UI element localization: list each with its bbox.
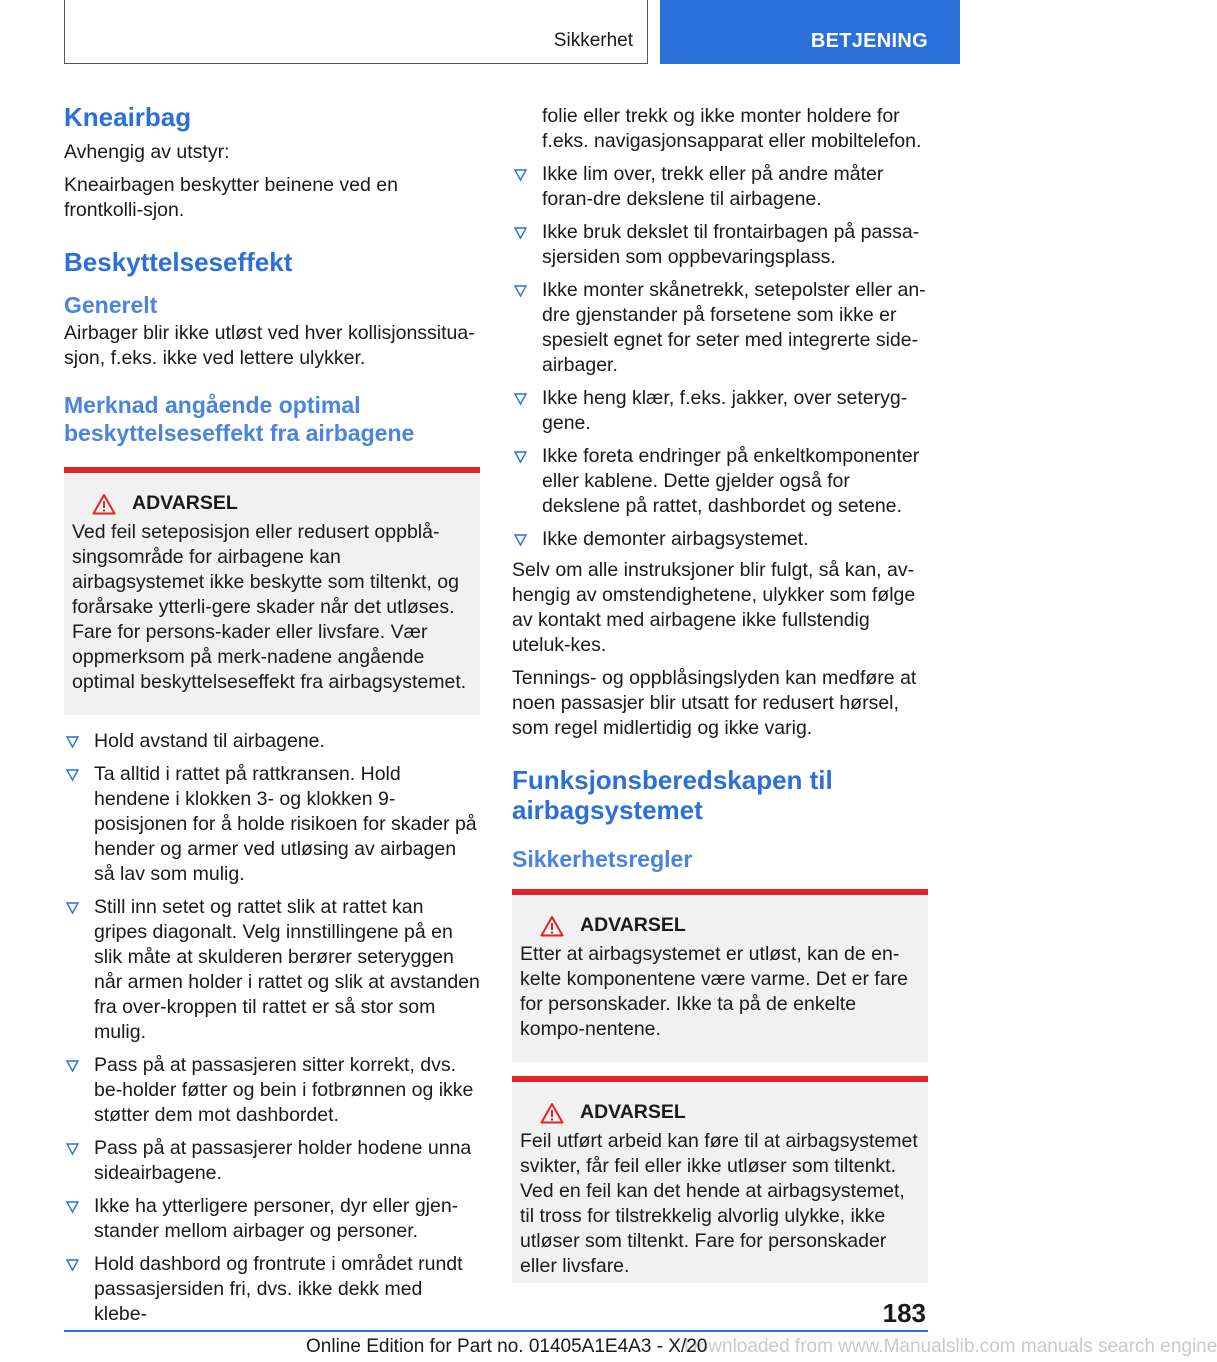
- subsection-title-sikkerhet: Sikkerhetsregler: [512, 846, 693, 872]
- warning-header: [520, 913, 920, 938]
- footer-edition: Online Edition for Part no. 01405A1E4A3 - X/20: [306, 1336, 708, 1357]
- warning-text: Feil utført arbeid kan føre til at airbagsystemet svikter, får feil eller ikke utløser som tiltenkt. Ved en feil kan det hende at airbagsystemet, til tross for tilstrekkelig alvorlig ulykke, ikke utløser som tiltenkt. Fare for personskader eller livsfare.: [520, 1130, 918, 1277]
- list-item-continuation: folie eller trekk og ikke monter holdere for f.eks. navigasjonsapparat eller mobiltelefon.: [542, 105, 922, 152]
- warning-label: ADVARSEL: [580, 1101, 686, 1123]
- watermark: Downloaded from www.Manualslib.com manuals search engine: [684, 1336, 1217, 1357]
- paragraph: Selv om alle instruksjoner blir fulgt, så kan, av-hengig av omstendighetene, ulykker som følge av kontakt med airbagene ikke fullstendig uteluk-kes.: [512, 559, 916, 656]
- subsection-title-merknad: Merknad angående optimal beskyttelseseffekt fra airbagene: [64, 392, 415, 446]
- triangle-bullet-icon: [66, 1143, 79, 1155]
- warning-header: [72, 491, 472, 516]
- section-title-funksjon: Funksjonsberedskapen til airbagsystemet: [512, 765, 833, 825]
- triangle-bullet-icon: [66, 1201, 79, 1213]
- header-chapter-tab: [64, 0, 648, 64]
- header-section-tab: [660, 0, 960, 64]
- list-item: Ikke foreta endringer på enkeltkomponenter eller kablene. Dette gjelder også for dekslene på rattet, dashbordet og setene.: [512, 444, 928, 519]
- triangle-bullet-icon: [514, 169, 527, 181]
- subsection-title-generelt: Generelt: [64, 292, 158, 318]
- triangle-bullet-icon: [66, 1259, 79, 1271]
- triangle-bullet-icon: [514, 534, 527, 546]
- list-item: Hold dashbord og frontrute i området rundt passasjersiden fri, dvs. ikke dekk med klebe-: [64, 1252, 480, 1327]
- list-item: Ikke heng klær, f.eks. jakker, over seteryg-gene.: [512, 386, 928, 436]
- warning-text: Ved feil seteposisjon eller redusert oppblå-singsområde for airbagene kan airbagsystemet ikke beskytte som tiltenkt, og forårsake ytterli-gere skader når det utløses. Fare for persons-kader eller livsfare. Vær oppmerksom på merk-nadene angående optimal beskyttelseseffekt fra airbagsystemet.: [72, 521, 467, 693]
- list-item: Ikke monter skånetrekk, setepolster eller an-dre gjenstander på forsetene som ikke er spesielt egnet for seter med integrerte side-airbager.: [512, 278, 928, 378]
- triangle-bullet-icon: [514, 451, 527, 463]
- warning-label: ADVARSEL: [580, 914, 686, 936]
- bullet-list: [512, 162, 928, 552]
- warning-triangle-icon: [540, 1102, 564, 1124]
- triangle-bullet-icon: [66, 1060, 79, 1072]
- warning-box: [64, 467, 480, 715]
- warning-label: ADVARSEL: [132, 492, 238, 514]
- list-item: Pass på at passasjeren sitter korrekt, dvs. be-holder føtter og bein i fotbrønnen og ikke støtter dem mot dashbordet.: [64, 1053, 480, 1128]
- list-item: Ikke bruk dekslet til frontairbagen på passa-sjersiden som oppbevaringsplass.: [512, 220, 928, 270]
- left-column: [64, 102, 480, 1327]
- section-title-kneairbag: Kneairbag: [64, 102, 192, 132]
- warning-text: Etter at airbagsystemet er utløst, kan de en-kelte komponentene være varme. Det er fare for personskader. Ikke ta på de enkelte kompo-nentene.: [520, 943, 909, 1040]
- list-item: Still inn setet og rattet slik at rattet kan gripes diagonalt. Velg innstillingene på en slik måte at skulderen berører seteryggen når armen holder i rattet og slik at avstanden fra over-kroppen til rattet er så stor som mulig.: [64, 895, 480, 1045]
- warning-triangle-icon: [540, 915, 564, 937]
- warning-triangle-icon: [92, 493, 116, 515]
- triangle-bullet-icon: [514, 227, 527, 239]
- warning-box: [512, 1076, 928, 1283]
- list-item: Ikke lim over, trekk eller på andre måter foran-dre dekslene til airbagene.: [512, 162, 928, 212]
- paragraph: Airbager blir ikke utløst ved hver kollisjonssitua-sjon, f.eks. ikke ved lettere ulykker.: [64, 322, 475, 369]
- bullet-list: [64, 729, 480, 1327]
- right-column: [512, 104, 928, 1283]
- warning-box: [512, 889, 928, 1062]
- section-title-beskyttelse: Beskyttelseseffekt: [64, 247, 293, 277]
- header-section: BETJENING: [810, 30, 928, 52]
- page-number: 183: [882, 1298, 926, 1328]
- triangle-bullet-icon: [514, 393, 527, 405]
- list-item: Pass på at passasjerer holder hodene unna sideairbagene.: [64, 1136, 480, 1186]
- triangle-bullet-icon: [514, 285, 527, 297]
- footer-rule: [64, 1330, 928, 1332]
- paragraph: Kneairbagen beskytter beinene ved en frontkolli-sjon.: [64, 174, 398, 221]
- list-item: Hold avstand til airbagene.: [64, 729, 480, 754]
- paragraph: Avhengig av utstyr:: [64, 141, 230, 163]
- warning-header: [520, 1100, 920, 1125]
- triangle-bullet-icon: [66, 769, 79, 781]
- triangle-bullet-icon: [66, 736, 79, 748]
- list-item: Ikke demonter airbagsystemet.: [512, 527, 928, 552]
- triangle-bullet-icon: [66, 902, 79, 914]
- list-item: Ta alltid i rattet på rattkransen. Hold hendene i klokken 3- og klokken 9-posisjonen for å holde risikoen for skader på hender og armer ved utløsing av airbagen så lav som mulig.: [64, 762, 480, 887]
- header-chapter: Sikkerhet: [553, 30, 633, 51]
- list-item: Ikke ha ytterligere personer, dyr eller gjen-stander mellom airbager og personer.: [64, 1194, 480, 1244]
- paragraph: Tennings- og oppblåsingslyden kan medføre at noen passasjer blir utsatt for redusert hørsel, som regel midlertidig og ikke varig.: [512, 667, 917, 739]
